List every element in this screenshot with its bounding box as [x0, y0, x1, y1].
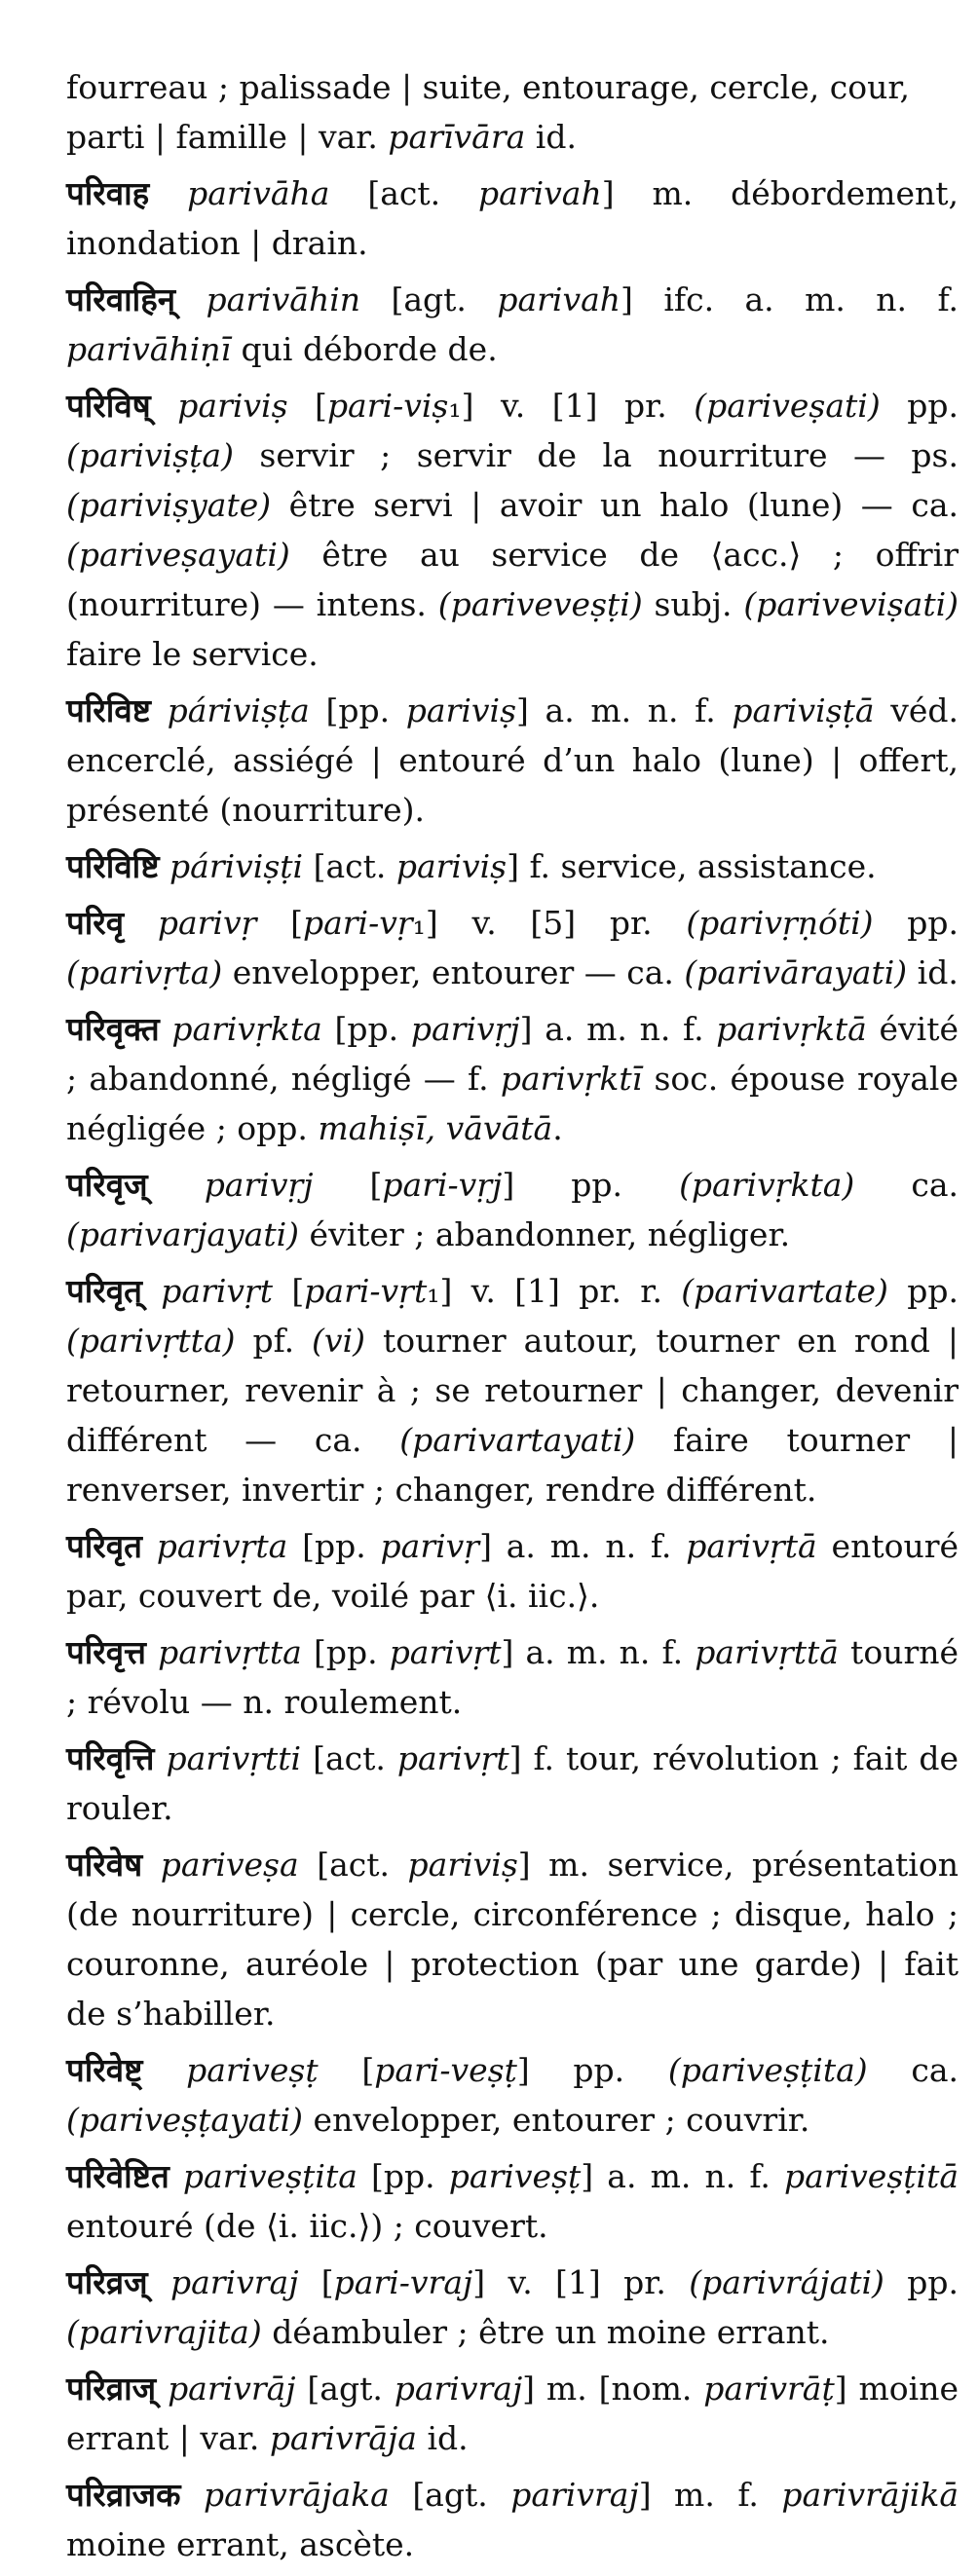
- italic-term: pariveṣṭ: [186, 2051, 319, 2089]
- italic-term: parivṛtta: [158, 1633, 302, 1671]
- definition-text: .: [552, 1109, 563, 1147]
- italic-term: pariveṣṭitā: [784, 2157, 959, 2195]
- dictionary-entry: [66, 168, 959, 268]
- definition-text: ] m. [nom.: [522, 2370, 704, 2408]
- italic-term: parivrāj: [168, 2370, 296, 2408]
- definition-text: ca.: [867, 2051, 959, 2089]
- headword-devanagari: परिविष्: [66, 387, 151, 425]
- italic-term: parivrājaka: [204, 2476, 390, 2514]
- definition-text: ca.: [854, 1166, 959, 1204]
- italic-term: parivraj: [510, 2476, 639, 2514]
- definition-text: ] a. m. n. f.: [516, 691, 733, 729]
- dictionary-entry: [66, 1004, 959, 1153]
- italic-term: pariveṣṭita: [182, 2157, 357, 2195]
- definition-text: [: [287, 387, 327, 425]
- definition-text: ] a. m. n. f.: [581, 2157, 785, 2195]
- dictionary-entry: [66, 1627, 959, 1727]
- italic-term: parivṛt: [396, 1739, 509, 1777]
- italic-term: pariviṣ: [405, 691, 517, 729]
- italic-term: (pariveṣṭayati): [66, 2101, 304, 2139]
- headword-devanagari: परिवृत्ति: [66, 1739, 155, 1777]
- definition-text: déambuler ; être un moine errant.: [261, 2313, 830, 2351]
- italic-term: pariviṣ: [407, 1846, 518, 1884]
- dictionary-entry: [66, 841, 959, 891]
- italic-term: pariviṣṭā: [732, 691, 875, 729]
- definition-text: ] pp.: [516, 2051, 668, 2089]
- headword-devanagari: परिवेष्टित: [66, 2157, 169, 2195]
- headword-devanagari: परिवृत्: [66, 1272, 142, 1310]
- italic-term: (vi): [312, 1322, 365, 1360]
- definition-text: id.: [907, 953, 959, 991]
- continuation-text: fourreau ; palissade | suite, entourage, cercle, cour, parti | famille | var.: [66, 68, 910, 156]
- dictionary-entry: [66, 2470, 959, 2569]
- headword-devanagari: परिवृत: [66, 1527, 142, 1565]
- definition-text: [: [273, 1272, 305, 1310]
- dictionary-entry: [66, 898, 959, 997]
- dictionary-entry: [66, 381, 959, 679]
- dictionary-entry: [66, 686, 959, 835]
- definition-text: être servi | avoir un halo (lune) — ca.: [271, 486, 959, 524]
- definition-text: [pp.: [309, 691, 406, 729]
- headword-devanagari: परिवृक्त: [66, 1010, 160, 1048]
- definition-text: ] m. débordement, inondation | drain.: [66, 174, 959, 262]
- italic-term: (pariveṣayati): [66, 536, 290, 574]
- italic-term: parivah: [478, 174, 602, 212]
- definition-text: [agt.: [360, 280, 498, 318]
- italic-term: (parivṛkta): [679, 1166, 855, 1204]
- headword-devanagari: परिवाहिन्: [66, 280, 176, 318]
- italic-term: pari-vṛj: [382, 1166, 503, 1204]
- headword-devanagari: परिव्रज्: [66, 2263, 148, 2301]
- definition-text: faire tourner | renverser, invertir ; changer, rendre différent.: [66, 1421, 959, 1509]
- definition-text: [act.: [329, 174, 478, 212]
- definition-text: ] a. m. n. f.: [501, 1633, 696, 1671]
- headword-devanagari: परिवृ: [66, 904, 125, 942]
- headword-devanagari: परिव्राजक: [66, 2476, 181, 2514]
- italic-term: pari-viṣ: [326, 387, 449, 425]
- italic-term: (pariviṣyate): [66, 486, 272, 524]
- definition-text: subj.: [642, 585, 744, 623]
- definition-text: entouré (de ⟨i. iic.⟩) ; couvert.: [66, 2207, 548, 2245]
- definition-text: ] a. m. n. f.: [479, 1527, 687, 1565]
- italic-term: parivāhin: [206, 280, 361, 318]
- headword-devanagari: परिवेष्ट्: [66, 2051, 143, 2089]
- italic-term: pariviṣ: [395, 847, 508, 885]
- definition-text: tourner autour, tourner en rond | retourner, revenir à ; se retourner | changer, devenir différent — ca.: [66, 1322, 959, 1459]
- definition-text: [: [318, 2051, 375, 2089]
- definition-text: [act.: [298, 1846, 408, 1884]
- dictionary-entry: [66, 275, 959, 374]
- italic-term: parivraj: [169, 2263, 299, 2301]
- headword-devanagari: परिवेष: [66, 1846, 143, 1884]
- italic-term: (pariveṣṭita): [667, 2051, 868, 2089]
- italic-term: (parivartayati): [399, 1421, 636, 1459]
- definition-text: ] moine errant | var.: [66, 2370, 959, 2457]
- definition-text: ₁] v. [1] pr. r.: [427, 1272, 682, 1310]
- italic-term: páriviṣṭi: [169, 847, 304, 885]
- continuation-tail: id.: [525, 118, 577, 156]
- definition-text: ] m. service, présentation (de nourriture) | cercle, circonférence ; disque, halo ; couronne, auréole | protection (par une garde) | fait de s’habiller.: [66, 1846, 959, 2033]
- italic-term: parivṛtti: [166, 1739, 302, 1777]
- definition-text: [act.: [301, 1739, 397, 1777]
- definition-text: envelopper, entourer — ca.: [222, 953, 685, 991]
- italic-term: parivraj: [394, 2370, 523, 2408]
- definition-text: pf.: [235, 1322, 313, 1360]
- definition-text: [pp.: [321, 1010, 411, 1048]
- definition-text: pp.: [884, 2263, 959, 2301]
- definition-text: ₁] v. [1] pr.: [448, 387, 695, 425]
- continuation-entry: [66, 62, 959, 162]
- italic-term: pariviṣ: [177, 387, 288, 425]
- definition-text: entouré par, couvert de, voilé par ⟨i. iic.⟩.: [66, 1527, 959, 1615]
- italic-term: parivṛj: [204, 1166, 314, 1204]
- definition-text: éviter ; abandonner, négliger.: [299, 1215, 791, 1253]
- italic-term: (parivarjayati): [66, 1215, 300, 1253]
- definition-text: [agt.: [295, 2370, 395, 2408]
- definition-text: être au service de ⟨acc.⟩ ; offrir (nourriture) — intens.: [66, 536, 959, 623]
- definition-text: servir ; servir de la nourriture — ps.: [233, 436, 959, 474]
- dictionary-entry: [66, 1734, 959, 1833]
- definition-text: qui déborde de.: [231, 330, 498, 368]
- definition-text: ] v. [1] pr.: [472, 2263, 690, 2301]
- dictionary-entry: [66, 1521, 959, 1621]
- italic-term: (pariveviṣati): [743, 585, 959, 623]
- definition-text: [pp.: [357, 2157, 449, 2195]
- definition-text: [: [313, 1166, 383, 1204]
- definition-text: [: [256, 904, 303, 942]
- italic-term: parivṛt: [161, 1272, 274, 1310]
- definition-text: ₁] v. [5] pr.: [412, 904, 687, 942]
- definition-text: envelopper, entourer ; couvrir.: [303, 2101, 810, 2139]
- definition-text: ] f. service, assistance.: [507, 847, 877, 885]
- definition-text: [agt.: [389, 2476, 511, 2514]
- italic-term: parivṛj: [410, 1010, 520, 1048]
- italic-term: parivṛ: [380, 1527, 480, 1565]
- definition-text: véd. encerclé, assiégé | entouré d’un halo (lune) | offert, présenté (nourriture).: [66, 691, 959, 829]
- italic-term: (pariveveṣṭi): [437, 585, 643, 623]
- headword-devanagari: परिवृज्: [66, 1166, 148, 1204]
- italic-term: parivṛtā: [686, 1527, 817, 1565]
- headword-devanagari: परिव्राज्: [66, 2370, 157, 2408]
- entry-list: [66, 168, 959, 2569]
- italic-term: pari-vṛt: [304, 1272, 428, 1310]
- italic-term: pariveṣa: [160, 1846, 299, 1884]
- italic-term: parivṛktī: [500, 1060, 643, 1098]
- italic-term: pari-vraj: [333, 2263, 473, 2301]
- italic-term: parivṛktā: [716, 1010, 867, 1048]
- definition-text: évité ; abandonné, négligé — f.: [66, 1010, 959, 1098]
- italic-term: pari-vṛ: [302, 904, 413, 942]
- headword-devanagari: परिवाह: [66, 174, 150, 212]
- italic-term: (parivṛtta): [66, 1322, 236, 1360]
- italic-term: mahiṣī, vāvātā: [318, 1109, 553, 1147]
- definition-text: ] m. f.: [638, 2476, 782, 2514]
- definition-text: ] ifc. a. m. n. f.: [621, 280, 959, 318]
- dictionary-entry: [66, 2045, 959, 2145]
- definition-text: tourné ; révolu — n. roulement.: [66, 1633, 959, 1721]
- definition-text: pp.: [873, 904, 959, 942]
- italic-term: parivṛt: [389, 1633, 502, 1671]
- italic-term: pari-veṣṭ: [374, 2051, 517, 2089]
- dictionary-page: [66, 62, 959, 2576]
- italic-term: (pariviṣṭa): [66, 436, 234, 474]
- definition-text: ] a. m. n. f.: [519, 1010, 717, 1048]
- italic-term: (parivṛta): [66, 953, 223, 991]
- italic-term: (parivārayati): [684, 953, 908, 991]
- italic-term: parivṛkta: [171, 1010, 322, 1048]
- continuation-variant: parīvāra: [388, 118, 526, 156]
- definition-text: faire le service.: [66, 635, 319, 673]
- definition-text: [: [298, 2263, 334, 2301]
- italic-term: (pariveṣati): [694, 387, 881, 425]
- italic-term: parivrāṭ: [703, 2370, 835, 2408]
- italic-term: parivāha: [187, 174, 330, 212]
- dictionary-entry: [66, 2151, 959, 2251]
- dictionary-entry: [66, 1160, 959, 1259]
- dictionary-entry: [66, 1840, 959, 2038]
- definition-text: ] f. tour, révolution ; fait de rouler.: [66, 1739, 959, 1827]
- definition-text: pp.: [887, 1272, 959, 1310]
- definition-text: [pp.: [301, 1633, 390, 1671]
- definition-text: [act.: [303, 847, 396, 885]
- italic-term: parivrāja: [269, 2419, 417, 2457]
- italic-term: (parivṛṇóti): [686, 904, 874, 942]
- dictionary-entry: [66, 2258, 959, 2357]
- definition-text: pp.: [880, 387, 959, 425]
- headword-devanagari: परिविष्टि: [66, 847, 160, 885]
- italic-term: (parivartate): [681, 1272, 888, 1310]
- definition-text: id.: [416, 2419, 469, 2457]
- italic-term: páriviṣṭa: [167, 691, 310, 729]
- italic-term: parivah: [497, 280, 621, 318]
- italic-term: parivṛttā: [695, 1633, 839, 1671]
- definition-text: [pp.: [287, 1527, 381, 1565]
- definition-text: ] pp.: [502, 1166, 680, 1204]
- definition-text: moine errant, ascète.: [66, 2525, 415, 2563]
- italic-term: parivṛta: [156, 1527, 288, 1565]
- italic-term: (parivrájati): [689, 2263, 884, 2301]
- dictionary-entry: [66, 2364, 959, 2463]
- dictionary-entry: [66, 1266, 959, 1514]
- italic-term: pariveṣṭ: [448, 2157, 582, 2195]
- definition-text: soc. épouse royale négligée ; opp.: [66, 1060, 959, 1147]
- headword-devanagari: परिविष्ट: [66, 691, 151, 729]
- italic-term: parivāhiṇī: [66, 330, 232, 368]
- italic-term: parivrājikā: [781, 2476, 959, 2514]
- headword-devanagari: परिवृत्त: [66, 1633, 146, 1671]
- italic-term: (parivrajita): [66, 2313, 262, 2351]
- italic-term: parivṛ: [157, 904, 257, 942]
